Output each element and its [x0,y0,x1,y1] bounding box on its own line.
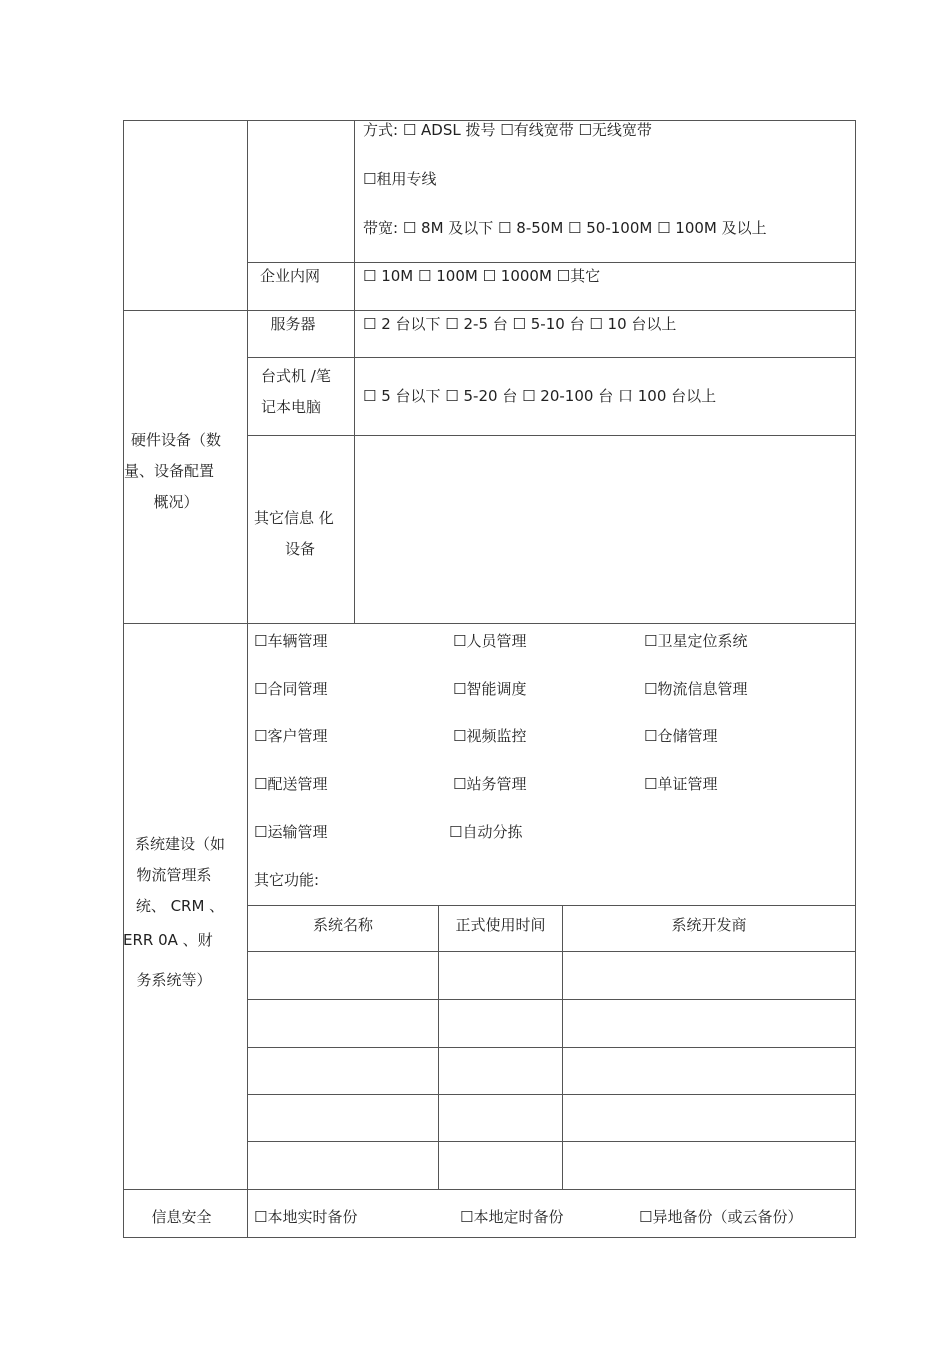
system-option[interactable]: ☐车辆管理 [254,632,328,650]
row-divider [247,262,856,263]
pc-options: ☐ 5 台以下 ☐ 5-20 台 ☐ 20-100 台 口 100 台以上 [363,387,717,405]
security-option[interactable]: ☐本地实时备份 [254,1208,358,1226]
systems-category-label-line4: ERR 0A 、财 [123,931,213,949]
intranet-label: 企业内网 [260,267,321,285]
row-divider [247,951,856,952]
pc-label: 台式机 /笔 [261,367,331,385]
hardware-category-label-line3: 概况） [153,493,199,511]
row-divider [247,1047,856,1048]
system-option[interactable]: ☐人员管理 [453,632,527,650]
network-bandwidth-options: 带宽: ☐ 8M 及以下 ☐ 8-50M ☐ 50-100M ☐ 100M 及以上 [363,219,767,237]
row-divider [247,905,856,906]
system-option[interactable]: ☐卫星定位系统 [644,632,748,650]
table-border-right [855,120,856,1238]
security-option[interactable]: ☐本地定时备份 [460,1208,564,1226]
row-divider [123,310,856,311]
intranet-options: ☐ 10M ☐ 100M ☐ 1000M ☐其它 [363,267,601,285]
column-divider [562,905,563,1189]
network-mode-leased-line: ☐租用专线 [363,170,437,188]
other-device-label-line2: 设备 [284,540,315,558]
systems-category-label-line3: 统、 CRM 、 [135,897,225,915]
system-option[interactable]: ☐自动分拣 [449,823,523,841]
system-option[interactable]: ☐站务管理 [453,775,527,793]
table-border-left [123,120,124,1238]
security-option[interactable]: ☐异地备份（或云备份） [639,1208,803,1226]
hardware-category-label: 硬件设备（数 [130,431,221,449]
system-option[interactable]: ☐客户管理 [254,727,328,745]
table-border-bottom [123,1237,856,1238]
row-divider [247,999,856,1000]
other-functions-label: 其它功能: [254,871,320,889]
security-label: 信息安全 [151,1208,212,1226]
pc-label-line2: 记本电脑 [261,398,322,416]
row-divider [247,1141,856,1142]
row-divider [247,435,856,436]
system-option[interactable]: ☐视频监控 [453,727,527,745]
server-options: ☐ 2 台以下 ☐ 2-5 台 ☐ 5-10 台 ☐ 10 台以上 [363,315,677,333]
system-option[interactable]: ☐仓储管理 [644,727,718,745]
other-device-label: 其它信息 化 [254,509,334,527]
row-divider [123,623,856,624]
systems-category-label-line2: 物流管理系 [136,866,212,884]
system-option[interactable]: ☐运输管理 [254,823,328,841]
system-option[interactable]: ☐单证管理 [644,775,718,793]
row-divider [123,1189,856,1190]
table-header-usage-time: 正式使用时间 [455,916,546,934]
row-divider [247,1094,856,1095]
table-header-developer: 系统开发商 [671,916,747,934]
system-option[interactable]: ☐合同管理 [254,680,328,698]
server-label: 服务器 [270,315,316,333]
system-option[interactable]: ☐智能调度 [453,680,527,698]
system-option[interactable]: ☐物流信息管理 [644,680,748,698]
column-divider [438,905,439,1189]
row-divider [247,357,856,358]
system-option[interactable]: ☐配送管理 [254,775,328,793]
systems-category-label: 系统建设（如 [134,835,225,853]
column-divider [247,120,248,1238]
table-header-system-name: 系统名称 [312,916,373,934]
hardware-category-label-line2: 量、设备配置 [124,462,215,480]
systems-category-label-line5: 务系统等） [136,971,212,989]
column-divider [354,120,355,623]
network-mode-options: 方式: ☐ ADSL 拨号 ☐有线宽带 ☐无线宽带 [363,121,652,139]
